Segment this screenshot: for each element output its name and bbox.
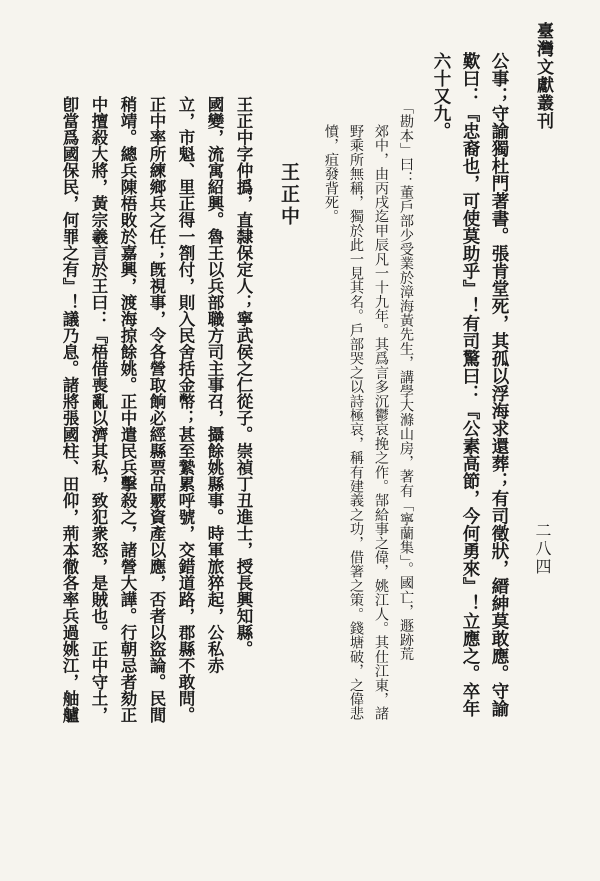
main-text-column: 六十又九。: [431, 52, 451, 140]
page-number: 二八四: [533, 522, 552, 576]
main-text-column: 公事；守諭獨杜門著書。張肯堂死，其孤以浮海求還葬；有司徵狀，縉紳莫敢應。守諭: [489, 52, 509, 717]
section-text-column: 中擅殺大將，黃宗羲言於王曰：『梧借喪亂以濟其私，致犯衆怒，是賊也。正中守土，: [89, 96, 108, 723]
section-text-column: 正中率所練鄉兵之任；旣視事，令各營取餉必經縣票品覈資產以應，否者以盜論。民間: [147, 96, 166, 723]
section-text-column: 稍靖。總兵陳梧敗於嘉興，渡海掠餘姚。正中遣民兵擊殺之，諸營大譁。行朝忌者劾正: [118, 96, 137, 723]
section-text-column: 王正中字仲撝，直隸保定人；寧武侯之仁從子。崇禎丁丑進士，授長興知縣。: [234, 96, 253, 657]
annotation-column: 「勘本」曰：董戶部少受業於漳海黃先生，講學大滌山房，著有「寧蘭集」。國亡，遯跡荒: [398, 100, 414, 661]
annotation-column: 郊中，由丙戌迄甲辰凡一十九年。其爲言多沉鬱哀挽之作。郜給事之偉，姚江人。其仕江東，諸: [373, 124, 389, 721]
section-text-column: 立，市魁、里正得一劄付，則入民舍括金幣；甚至縶累呼號，交錯道路，郡縣不敢問。: [176, 96, 195, 723]
section-text-column: 國變，流寓紹興。魯王以兵部職方司主事召，攝餘姚縣事。時軍旅猝起，公私赤: [205, 96, 224, 674]
main-text-column: 歎曰：『忠裔也，可使莫助乎』！有司驚曰：『公素高節，今何勇來』！立應之。卒年: [460, 52, 480, 717]
annotation-column: 憤，疽發背死。: [323, 124, 339, 224]
annotation-column: 野乘所無稱，獨於此一見其名。戶部哭之以詩極哀，稱有建義之功，借箸之策。錢塘破，之偉悲: [348, 124, 364, 721]
series-title: 臺灣文獻叢刊: [533, 22, 553, 130]
section-title: 王正中: [278, 162, 300, 228]
section-text-column: 卽當爲國保民，何罪之有』！議乃息。諸將張國柱、田仰，荊本徹各率兵過姚江，舳艫: [60, 96, 79, 723]
